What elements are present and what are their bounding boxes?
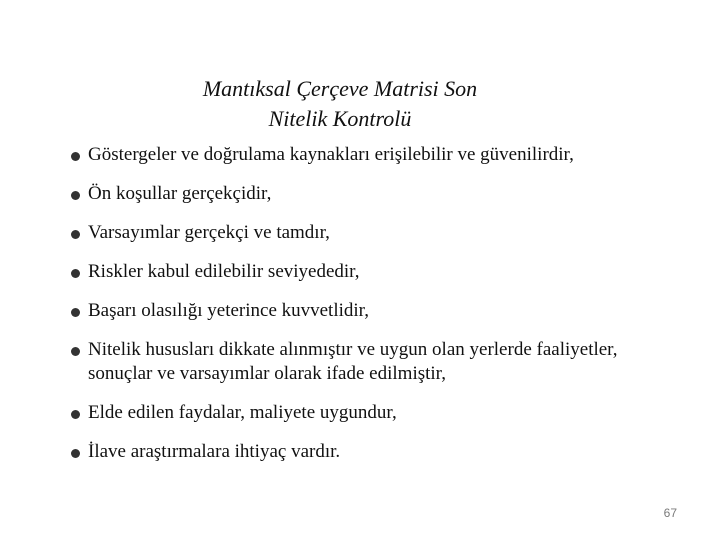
bullet-icon: [71, 191, 80, 200]
slide-title-line-2: Nitelik Kontrolü: [268, 106, 412, 131]
bullet-icon: [71, 347, 80, 356]
slide-title-line-1: Mantıksal Çerçeve Matrisi Son: [202, 76, 478, 101]
bullet-icon: [71, 230, 80, 239]
bullet-item: [70, 440, 670, 464]
bullet-icon: [71, 152, 80, 161]
bullet-text: İlave araştırmalara ihtiyaç vardır.: [88, 441, 341, 462]
bullet-item: [70, 299, 670, 323]
bullet-text: Nitelik hususları dikkate alınmıştır ve uygun olan yerlerde faaliyetler, sonuçlar ve varsayımlar olarak ifade edilmiştir,: [88, 339, 618, 384]
bullet-item: [70, 182, 670, 206]
bullet-item: [70, 221, 670, 245]
bullet-text: Riskler kabul edilebilir seviyededir,: [88, 261, 360, 282]
bullet-text: Varsayımlar gerçekçi ve tamdır,: [88, 222, 330, 243]
bullet-item: [70, 143, 670, 167]
bullet-icon: [71, 269, 80, 278]
bullet-item: [70, 401, 670, 425]
slide-title: [140, 74, 540, 134]
bullet-text: Ön koşullar gerçekçidir,: [88, 183, 272, 204]
page-number: 67: [663, 506, 677, 520]
bullet-item: [70, 338, 670, 386]
bullet-icon: [71, 410, 80, 419]
bullet-text: Başarı olasılığı yeterince kuvvetlidir,: [88, 300, 369, 321]
bullet-icon: [71, 308, 80, 317]
bullet-text: Elde edilen faydalar, maliyete uygundur,: [88, 402, 397, 423]
bullet-text: Göstergeler ve doğrulama kaynakları erişilebilir ve güvenilirdir,: [88, 144, 574, 165]
bullet-list: [70, 143, 670, 479]
bullet-item: [70, 260, 670, 284]
bullet-icon: [71, 449, 80, 458]
